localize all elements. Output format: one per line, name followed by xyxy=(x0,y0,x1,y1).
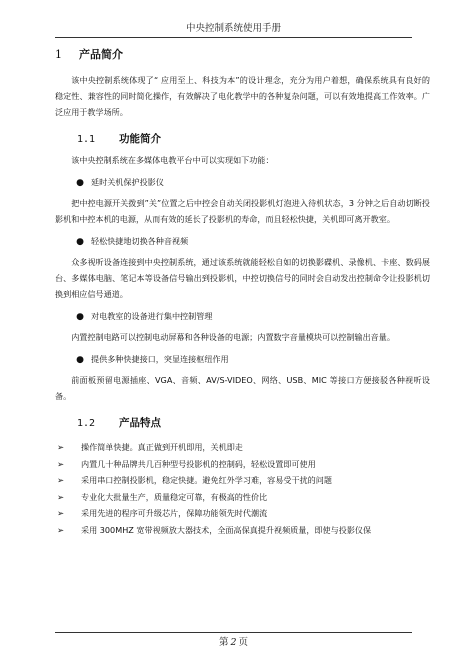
arrow-bullet-icon: ➢ xyxy=(57,459,65,470)
feature-bullet xyxy=(55,174,430,191)
bullet-dot-icon: ● xyxy=(76,178,84,188)
feature-list-item xyxy=(57,440,430,457)
intro-paragraph: 该中央控制系统体现了“ 应用至上、科技为本”的设计理念，充分为用户着想，确保系统具有良好的稳定性、兼容性的同时简化操作，有效解决了电化教学中的各种复杂问题，可以有效地提高工作效率。广泛应用于教学场所。 xyxy=(55,75,430,117)
page-suffix: 页 xyxy=(238,637,249,648)
feature-item-text: 专业化大批量生产，质量稳定可靠，有极高的性价比 xyxy=(81,491,268,502)
bullet-dot-icon: ● xyxy=(76,312,84,322)
feature-bullet xyxy=(55,233,430,250)
feature-title: 对电教室的设备进行集中控制管理 xyxy=(91,311,213,321)
bullet-dot-icon: ● xyxy=(76,355,84,365)
feature-body: 前面板预留电源插座、VGA、音频、AV/S-VIDEO、网络、USB、MIC 等接口方便接驳各种视听设备。 xyxy=(55,375,430,401)
feature-item-text: 采用 300MHZ 宽带视频放大器技术，全面高保真提升视频质量，即使与投影仪保 xyxy=(81,524,372,535)
feature-item-text: 内置几十种品牌共几百种型号投影机的控制码，轻松设置即可使用 xyxy=(81,458,316,469)
section-number: 1 xyxy=(55,48,62,61)
subsection-heading xyxy=(77,414,430,432)
page-prefix: 第 xyxy=(218,637,229,648)
arrow-bullet-icon: ➢ xyxy=(57,492,65,503)
feature-body: 把中控电源开关拨到”关”位置之后中控会自动关闭投影机灯泡进入待机状态，3 分钟之后自动切断投影机和中控本机的电源，从而有效的延长了投影机的寿命，而且轻松快捷，关机即可离开教室。 xyxy=(55,198,430,224)
feature-title: 延时关机保护投影仪 xyxy=(91,177,164,187)
arrow-bullet-icon: ➢ xyxy=(57,476,65,486)
subsection-number: 1.2 xyxy=(77,418,96,429)
subsection-title: 功能简介 xyxy=(119,133,161,145)
page-footer xyxy=(0,636,467,650)
arrow-bullet-icon: ➢ xyxy=(57,443,65,453)
feature-body: 内置控制电路可以控制电动屏幕和各种设备的电源；内置数字音量模块可以控制输出音量。 xyxy=(71,332,395,342)
feature-title: 提供多种快捷接口，突显连接枢纽作用 xyxy=(91,354,229,364)
header-divider xyxy=(55,37,412,38)
function-lead: 该中央控制系统在多媒体电教平台中可以实现如下功能： xyxy=(71,155,274,165)
feature-bullet xyxy=(55,351,430,368)
feature-list-item xyxy=(57,506,430,523)
feature-list-item xyxy=(57,490,430,507)
feature-title: 轻松快捷地切换各种音视频 xyxy=(91,236,189,246)
feature-body: 众多视听设备连接到中央控制系统，通过该系统就能轻松自如的切换影碟机、录像机、卡座、数码展台、多媒体电脑、笔记本等设备信号输出到投影机，中控切换信号的同时会自动发出控制命令让投影机切换到相应信号通道。 xyxy=(55,257,430,299)
subsection-number: 1.1 xyxy=(77,134,96,145)
subsection-heading xyxy=(77,130,430,148)
feature-bullet xyxy=(55,308,430,325)
feature-item-text: 采用串口控制投影机，稳定快捷。避免红外学习难，容易受干扰的问题 xyxy=(81,475,332,485)
feature-list-item xyxy=(57,473,430,490)
subsection-title: 产品特点 xyxy=(119,417,161,429)
section-title: 产品简介 xyxy=(79,48,123,61)
arrow-bullet-icon: ➢ xyxy=(57,509,65,519)
feature-item-text: 操作简单快捷。真正做到开机即用，关机即走 xyxy=(81,442,243,452)
running-header: 中央控制系统使用手册 xyxy=(185,23,281,34)
section-heading xyxy=(55,46,430,64)
page-content xyxy=(55,46,430,539)
bullet-dot-icon: ● xyxy=(76,237,84,247)
footer-divider xyxy=(55,632,412,633)
feature-list-item xyxy=(57,523,430,540)
arrow-bullet-icon: ➢ xyxy=(57,525,65,536)
page-number: 2 xyxy=(230,637,237,648)
feature-list-item xyxy=(57,457,430,474)
feature-item-text: 采用先进的程序可升级芯片，保障功能领先时代潮流 xyxy=(81,508,268,518)
